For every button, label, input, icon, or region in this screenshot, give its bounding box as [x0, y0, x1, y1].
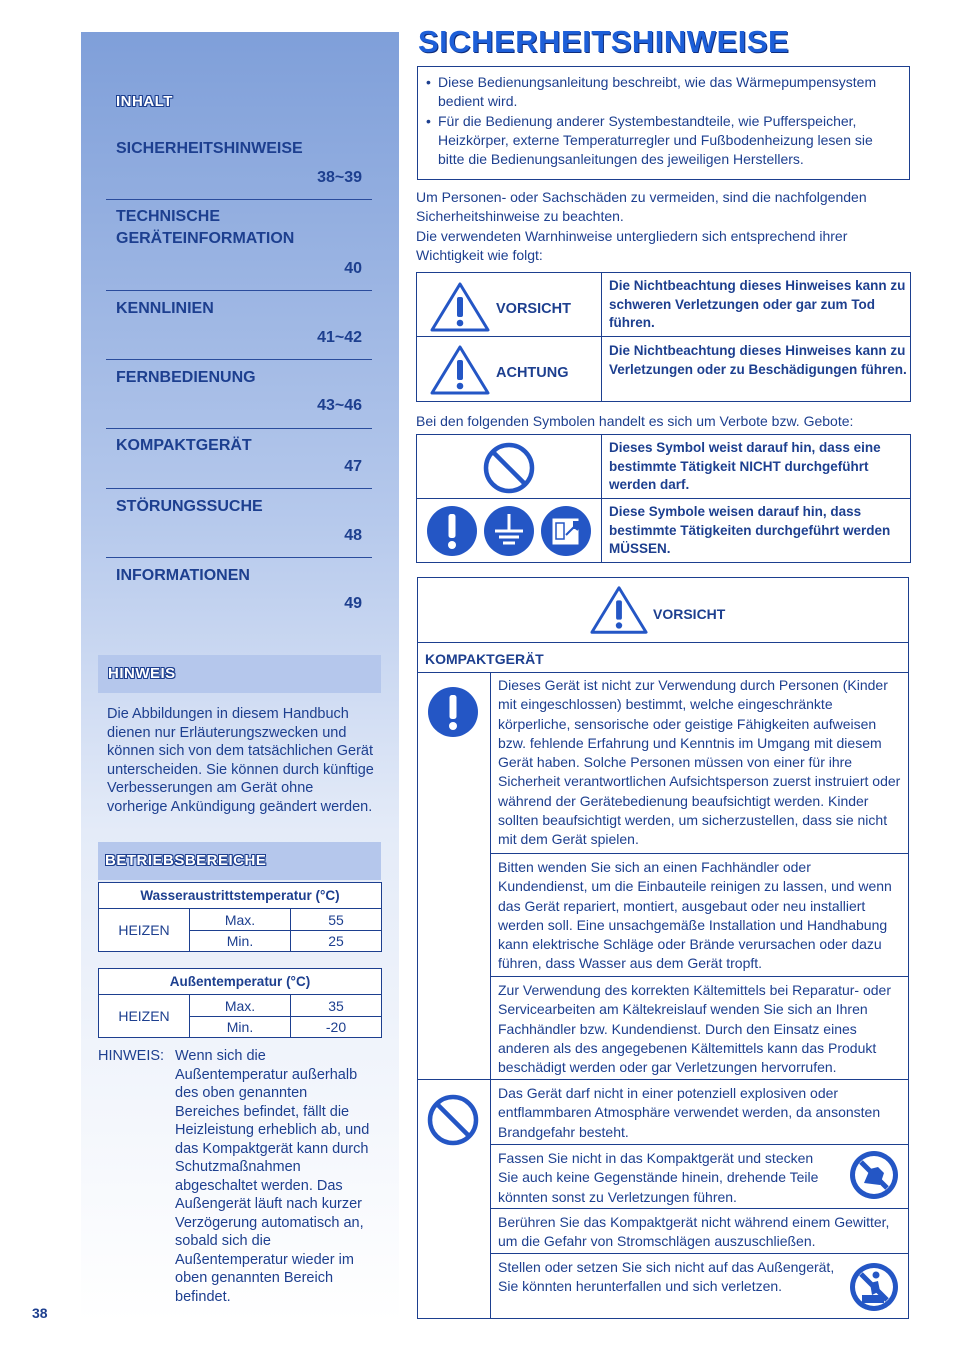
warning-level-text: Die Nichtbeachtung dieses Hinweises kann zu schweren Verletzungen oder gar zum Tod führen. — [609, 278, 906, 330]
toc-item-page: 49 — [344, 595, 362, 612]
list-item: Berühren Sie das Kompaktgerät nicht während einem Gewitter, um die Gefahr von Stromschlägen auszuschließen. — [498, 1214, 890, 1250]
bullet-text: Diese Bedienungsanleitung beschreibt, wie das Wärmepumpensystem bedient wird. — [438, 74, 877, 110]
intro-bullet-list — [426, 73, 896, 169]
bullet-text: Für die Bedienung anderer Systembestandteile, wie Pufferspeicher, Heizkörper, externe Temperaturregler und Fußbodenheizung lesen sie bitte die Bedienungsanleitungen des jeweiligen Herstellers. — [438, 112, 873, 168]
note-label: HINWEIS: — [98, 1048, 165, 1064]
hinweis-heading: HINWEIS — [108, 665, 176, 682]
warning-level-text: Die Nichtbeachtung dieses Hinweises kann zu Verletzungen oder zu Beschädigungen führen. — [609, 343, 907, 377]
intro-box — [417, 66, 910, 180]
divider — [418, 672, 908, 673]
list-item: • Für die Bedienung anderer Systembestandteile, wie Pufferspeicher, Heizkörper, externe Temperaturregler und Fußbodenheizung lesen sie bitte die Bedienungsanleitungen des jeweiligen Herstellers. — [426, 112, 873, 168]
divider — [418, 1079, 908, 1080]
min-label: Min. — [190, 1017, 291, 1038]
mandatory-exclamation-icon — [427, 686, 479, 738]
mode-cell: HEIZEN — [99, 909, 190, 952]
warning-triangle-icon — [429, 344, 491, 396]
betriebsbereiche-header — [98, 842, 381, 880]
toc-item-kompaktgeraet[interactable] — [106, 428, 372, 489]
toc-item-label: TECHNISCHE GERÄTEINFORMATION — [116, 208, 295, 247]
no-hand-icon — [848, 1149, 900, 1201]
max-value: 35 — [291, 995, 382, 1017]
section-title: KOMPAKTGERÄT — [425, 651, 544, 667]
toc-item-page: 38~39 — [317, 169, 362, 186]
divider — [490, 1144, 908, 1145]
prohibition-icon — [427, 1094, 479, 1146]
max-label: Max. — [190, 909, 291, 931]
toc-item-page: 43~46 — [317, 397, 362, 414]
symbol-text: Dieses Symbol weist darauf hin, dass eine bestimmte Tätigkeit NICHT durchgeführt werden darf. — [609, 440, 881, 492]
outdoor-temperature-table — [98, 968, 382, 1038]
water-temperature-table — [98, 882, 382, 952]
list-item: Das Gerät darf nicht in einer potenziell explosiven oder entflammbaren Atmosphäre verwendet werden, da ansonsten Brandgefahr besteht. — [498, 1085, 881, 1140]
toc-item-page: 48 — [344, 527, 362, 544]
toc-item-label: SICHERHEITSHINWEISE — [116, 140, 303, 157]
divider — [490, 1253, 908, 1254]
divider — [601, 435, 602, 562]
warning-triangle-icon — [589, 584, 649, 636]
toc-item-label: STÖRUNGSSUCHE — [116, 498, 263, 515]
list-item: Stellen oder setzen Sie sich nicht auf das Außengerät, Sie könnten herunterfallen und sich verletzen. — [498, 1259, 835, 1295]
toc-item-page: 40 — [344, 260, 362, 277]
divider — [490, 853, 908, 854]
toc-item-kennlinien[interactable] — [106, 290, 372, 360]
divider — [490, 672, 491, 1318]
betriebsbereiche-heading: BETRIEBSBEREICHE — [105, 852, 267, 869]
intro-paragraph-2: Die verwendeten Warnhinweise untergliedern sich entsprechend ihrer Wichtigkeit wie folgt: — [416, 228, 848, 264]
min-label: Min. — [190, 931, 291, 952]
divider — [418, 642, 908, 643]
table-header: Außentemperatur (°C) — [99, 969, 382, 995]
warning-level-label: VORSICHT — [496, 301, 571, 317]
symbol-text: Diese Symbole weisen darauf hin, dass bestimmte Tätigkeiten durchgeführt werden MÜSSEN. — [609, 504, 891, 556]
max-label: Max. — [190, 995, 291, 1017]
page-number: 38 — [32, 1305, 48, 1321]
toc-heading: INHALT — [116, 93, 173, 110]
symbols-table — [416, 434, 911, 563]
warning-triangle-icon — [429, 281, 491, 333]
toc-item-technische-geraeteinformation[interactable] — [106, 199, 372, 291]
intro-paragraph-1: Um Personen- oder Sachschäden zu vermeiden, sind die nachfolgenden Sicherheitshinweise zu beachten. — [416, 189, 867, 225]
divider — [417, 336, 910, 337]
caution-label: VORSICHT — [653, 606, 726, 622]
note-text: Wenn sich die Außentemperatur außerhalb des oben genannten Bereiches befindet, fällt die Heizleistung erheblich ab, und das Kompaktgerät kann durch Schutzmaßnahmen abgeschaltet werden. Das Außengerät läuft nach kurzer Verzögerung automatisch an, sobald sich die Außentemperatur wieder im oben genannten Bereich befindet. — [175, 1048, 370, 1305]
page-title: SICHERHEITSHINWEISE — [418, 24, 790, 59]
list-item: Zur Verwendung des korrekten Kältemittels bei Reparatur- oder Servicearbeiten am Kältekreislauf wenden Sie sich an Ihren Fachhändler bzw. Kundendienst. Durch den Einsatz eines anderen als des angegebenen Kältemittels kann das Produkt beschädigt werden oder gar Verletzungen hervorrufen. — [498, 982, 891, 1076]
min-value: -20 — [291, 1017, 382, 1038]
list-item: Bitten wenden Sie sich an einen Fachhändler oder Kundendienst, um die Einbauteile reinigen zu lassen, und wenn das Gerät repariert, montiert, ausgebaut oder neu installiert werden soll. Eine unsachgemäße Installation und Handhabung kann elektrische Schläge oder Brände verursachen oder dazu führen, dass Wasser aus dem Gerät tropft. — [498, 859, 892, 972]
divider — [490, 976, 908, 977]
hinweis-header — [98, 655, 381, 693]
warning-level-label: ACHTUNG — [496, 365, 569, 381]
toc-item-informationen[interactable] — [106, 557, 372, 626]
toc-item-sicherheitshinweise[interactable] — [106, 130, 372, 200]
unplug-icon — [540, 505, 592, 557]
table-header: Wasseraustrittstemperatur (°C) — [99, 883, 382, 909]
list-item: Dieses Gerät ist nicht zur Verwendung durch Personen (Kinder mit eingeschlossen) bestimmt, welche eingeschränkte körperliche, sensorische oder geistige Fähigkeiten aufweisen bzw. fehlende Erfahrung und Kenntnis im Umgang mit diesem Gerät haben. Solche Personen müssen von einer für ihre Sicherheit verantwortlichen Aufsichtsperson zuerst instruiert oder während der Gerätebedienung beaufsichtigt werden. Kinder sollten beaufsichtigt werden, um sicherzustellen, dass sie nicht mit dem Gerät spielen. — [498, 677, 901, 848]
max-value: 55 — [291, 909, 382, 931]
toc-item-stoerungssuche[interactable] — [106, 488, 372, 558]
warning-levels-table — [416, 272, 911, 402]
divider — [490, 1208, 908, 1209]
toc-item-page: 47 — [344, 458, 362, 475]
caution-box — [417, 577, 909, 1319]
toc-item-label: KENNLINIEN — [116, 300, 214, 317]
mode-cell: HEIZEN — [99, 995, 190, 1038]
min-value: 25 — [291, 931, 382, 952]
symbols-intro: Bei den folgenden Symbolen handelt es sich um Verbote bzw. Gebote: — [416, 413, 854, 429]
prohibition-icon — [483, 442, 535, 494]
toc-item-label: FERNBEDIENUNG — [116, 369, 256, 386]
list-item: Fassen Sie nicht in das Kompaktgerät und stecken Sie auch keine Gegenstände hinein, drehende Teile könnten sonst zu Verletzungen führen. — [498, 1150, 819, 1205]
no-climbing-icon — [848, 1261, 900, 1313]
divider — [601, 273, 602, 401]
toc-item-page: 41~42 — [317, 329, 362, 346]
hinweis-text: Die Abbildungen in diesem Handbuch dienen nur Erläuterungszwecken und können sich von dem tatsächlichen Gerät unterscheiden. Sie können durch künftige Verbesserungen am Gerät ohne vorherige Ankündigung geändert werden. — [107, 706, 374, 815]
mandatory-exclamation-icon — [426, 505, 478, 557]
list-item: • Diese Bedienungsanleitung beschreibt, wie das Wärmepumpensystem bedient wird. — [426, 74, 877, 110]
toc-item-fernbedienung[interactable] — [106, 359, 372, 429]
toc-item-label: INFORMATIONEN — [116, 567, 250, 584]
divider — [417, 498, 910, 499]
toc-item-label: KOMPAKTGERÄT — [116, 437, 252, 454]
ground-icon — [483, 505, 535, 557]
